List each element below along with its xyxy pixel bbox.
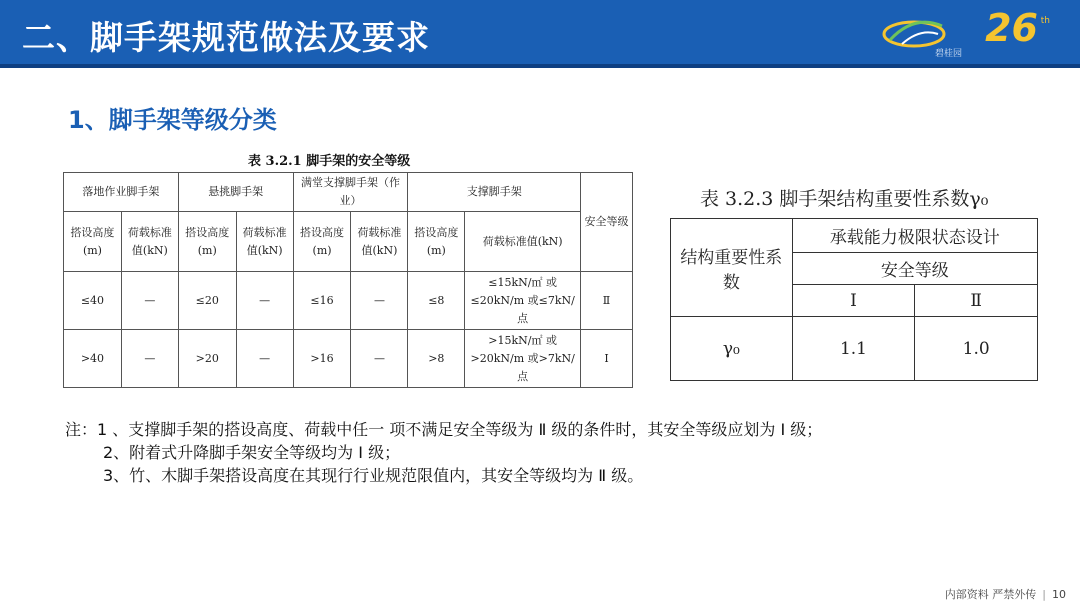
anniversary-suffix: th — [1040, 16, 1050, 26]
logo-text: 碧桂园 — [934, 49, 962, 59]
table1-group-header: 满堂支撑脚手架（作业） — [293, 173, 408, 212]
table1-cell: >16 — [293, 330, 351, 388]
table1-group-header: 安全等级 — [581, 173, 633, 272]
footer-separator: | — [1042, 588, 1046, 601]
table1-subheader: 搭设高度(m) — [293, 212, 351, 272]
header-bar — [0, 0, 1080, 68]
page-number: 10 — [1052, 588, 1066, 601]
table1-cell: — — [121, 330, 178, 388]
header-divider — [0, 64, 1080, 68]
table1-cell: — — [351, 272, 408, 330]
table1-group-header: 落地作业脚手架 — [64, 173, 179, 212]
table1-caption: 表 3.2.1 脚手架的安全等级 — [248, 154, 411, 169]
table1-subheader: 搭设高度(m) — [64, 212, 122, 272]
table1-subheader: 荷载标准值(kN) — [465, 212, 581, 272]
notes — [65, 418, 822, 487]
table1-cell: >40 — [64, 330, 122, 388]
table1-cell: ≤15kN/㎡ 或≤20kN/m 或≤7kN/点 — [465, 272, 581, 330]
table1-cell: ≤40 — [64, 272, 122, 330]
table1-cell: ≤16 — [293, 272, 351, 330]
section-subtitle: 1、脚手架等级分类 — [68, 106, 277, 134]
table1-cell: >8 — [408, 330, 465, 388]
table1-cell: Ⅰ — [581, 330, 633, 388]
table2-level: Ⅱ — [915, 285, 1038, 317]
table2-value: 1.0 — [915, 317, 1038, 381]
note-line: 2、附着式升降脚手架安全等级均为 Ⅰ 级； — [103, 443, 401, 462]
note-line: 3、竹、木脚手架搭设高度在其现行行业规范限值内，其安全等级均为 Ⅱ 级。 — [103, 466, 644, 485]
table1-group-header: 支撑脚手架 — [408, 173, 581, 212]
table1-cell: — — [236, 272, 293, 330]
table1-subheader: 搭设高度(m) — [178, 212, 236, 272]
table1-cell: — — [351, 330, 408, 388]
safety-level-table — [63, 172, 633, 388]
table1-cell: Ⅱ — [581, 272, 633, 330]
table1-cell: >15kN/㎡ 或>20kN/m 或>7kN/点 — [465, 330, 581, 388]
table2-value: 1.1 — [792, 317, 915, 381]
footer — [945, 586, 1066, 602]
table2-caption: 表 3.2.3 脚手架结构重要性系数γ₀ — [700, 188, 989, 210]
table1-group-header: 悬挑脚手架 — [178, 173, 293, 212]
table1-cell: ≤20 — [178, 272, 236, 330]
table2-row-header: 结构重要性系数 — [671, 219, 793, 317]
confidential-label: 内部资料 严禁外传 — [944, 588, 1037, 601]
anniversary-number: 26 — [985, 6, 1038, 50]
importance-factor-table — [670, 218, 1038, 381]
table2-sub-header: 安全等级 — [792, 253, 1037, 285]
table1-cell: — — [236, 330, 293, 388]
table2-col-header: 承载能力极限状态设计 — [792, 219, 1037, 253]
note-line: 注：1 、支撑脚手架的搭设高度、荷载中任一 项不满足安全等级为 Ⅱ 级的条件时，其安全等级应划为 Ⅰ 级； — [65, 420, 823, 439]
table1-subheader: 搭设高度(m) — [408, 212, 465, 272]
table1-cell: >20 — [178, 330, 236, 388]
table1-subheader: 荷载标准值(kN) — [351, 212, 408, 272]
table1-cell: — — [121, 272, 178, 330]
table1-subheader: 荷载标准值(kN) — [236, 212, 293, 272]
page-title: 二、脚手架规范做法及要求 — [22, 18, 430, 57]
table2-symbol: γ₀ — [671, 317, 793, 381]
table1-subheader: 荷载标准值(kN) — [121, 212, 178, 272]
table1-cell: ≤8 — [408, 272, 465, 330]
table2-level: Ⅰ — [792, 285, 915, 317]
